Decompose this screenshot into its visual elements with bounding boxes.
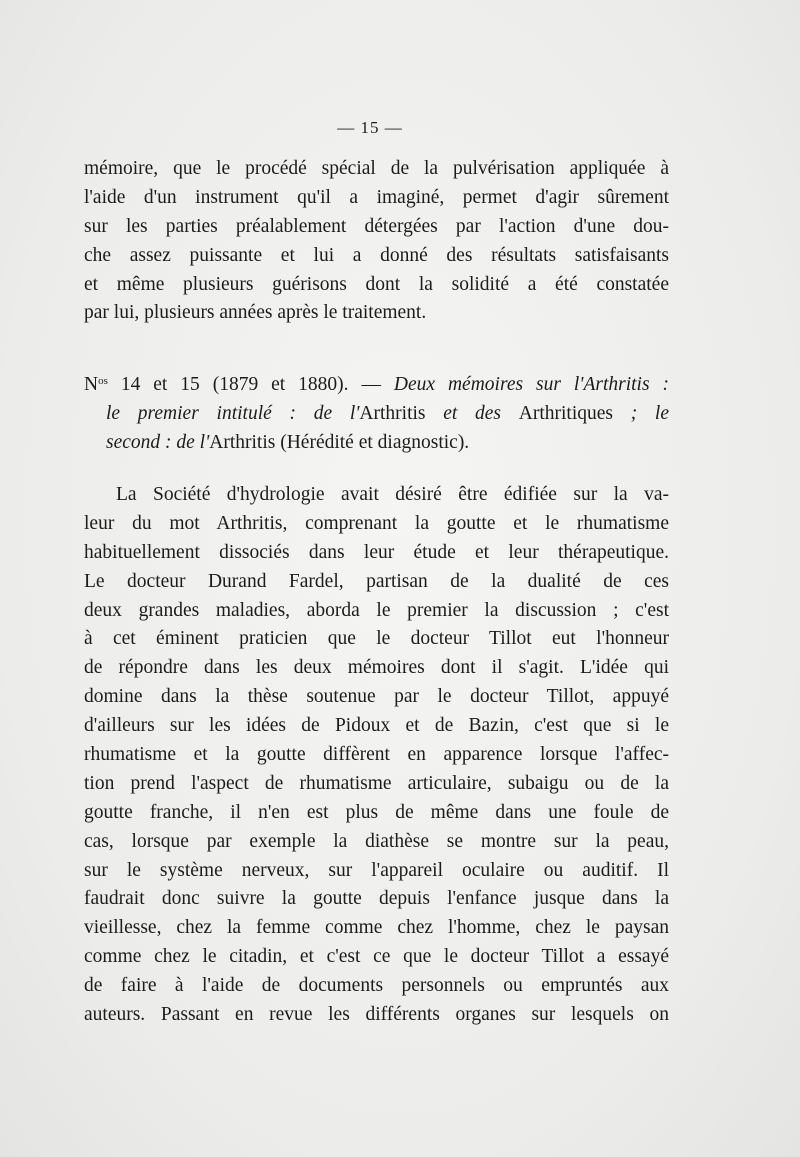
text-line: sur le système nerveux, sur l'appareil oculaire ou auditif. Il bbox=[84, 859, 669, 881]
heading-line-2 bbox=[84, 400, 669, 429]
text-line: Le docteur Durand Fardel, partisan de la dualité de ces bbox=[84, 570, 669, 592]
text-line: tion prend l'aspect de rhumatisme articulaire, subaigu ou de la bbox=[84, 772, 669, 794]
text-line: de faire à l'aide de documents personnels ou empruntés aux bbox=[84, 975, 669, 997]
text-line: habituellement dissociés dans leur étude et leur thérapeutique. bbox=[84, 541, 669, 563]
text-line: l'aide d'un instrument qu'il a imaginé, permet d'agir sûrement bbox=[84, 186, 669, 208]
text-line: deux grandes maladies, aborda le premier la discussion ; c'est bbox=[84, 599, 669, 621]
heading-title-italic: Deux mémoires sur l'Arthritis : bbox=[393, 374, 669, 395]
heading-number-rest: 14 et 15 (1879 et 1880). — bbox=[107, 374, 394, 395]
heading-text: second : de l' bbox=[106, 431, 210, 453]
heading-text: ; le bbox=[612, 402, 669, 424]
heading-number-sup: os bbox=[98, 375, 108, 387]
heading-line-1 bbox=[84, 371, 669, 400]
text-line: et même plusieurs guérisons dont la solidité a été constatée bbox=[84, 273, 669, 295]
heading-line-3 bbox=[84, 429, 669, 458]
paragraph-body bbox=[84, 481, 669, 1030]
text-line: comme chez le citadin, et c'est ce que le docteur Tillot a essayé bbox=[84, 946, 669, 968]
page-number: — 15 — bbox=[337, 118, 403, 137]
text-line: à cet éminent praticien que le docteur Tillot eut l'honneur bbox=[84, 628, 669, 650]
text-line: vieillesse, chez la femme comme chez l'homme, chez le paysan bbox=[84, 917, 669, 939]
text-line: La Société d'hydrologie avait désiré être édifiée sur la va- bbox=[116, 484, 669, 505]
text-line: leur du mot Arthritis, comprenant la goutte et le rhumatisme bbox=[84, 512, 669, 534]
heading-number-prefix: N bbox=[84, 374, 99, 395]
text-line: de répondre dans les deux mémoires dont il s'agit. L'idée qui bbox=[84, 657, 669, 679]
text-line: goutte franche, il n'en est plus de même dans une foule de bbox=[84, 801, 669, 823]
heading-text: et des bbox=[425, 402, 519, 424]
text-line: par lui, plusieurs années après le traitement. bbox=[84, 302, 427, 324]
text-line: faudrait donc suivre la goutte depuis l'enfance jusque dans la bbox=[84, 888, 669, 910]
text-line: sur les parties préalablement détergées par l'action d'une dou- bbox=[84, 215, 669, 237]
text-line: domine dans la thèse soutenue par le docteur Tillot, appuyé bbox=[84, 686, 669, 708]
paragraph-continued bbox=[84, 155, 669, 328]
heading-text: Arthritis (Hérédité et diagnostic). bbox=[209, 431, 470, 453]
text-line: d'ailleurs sur les idées de Pidoux et de Bazin, c'est que si le bbox=[84, 715, 669, 737]
text-line: mémoire, que le procédé spécial de la pulvérisation appliquée à bbox=[84, 158, 669, 179]
section-heading bbox=[84, 371, 669, 458]
text-line: che assez puissante et lui a donné des résultats satisfaisants bbox=[84, 244, 669, 266]
heading-text: le premier intitulé : de l' bbox=[106, 402, 360, 424]
text-line: auteurs. Passant en revue les différents organes sur lesquels on bbox=[84, 1004, 669, 1026]
text-line: cas, lorsque par exemple la diathèse se montre sur la peau, bbox=[84, 830, 669, 852]
heading-text: Arthritis bbox=[359, 402, 426, 424]
heading-text: Arthritiques bbox=[518, 402, 613, 424]
text-line: rhumatisme et la goutte diffèrent en apparence lorsque l'affec- bbox=[84, 744, 669, 766]
